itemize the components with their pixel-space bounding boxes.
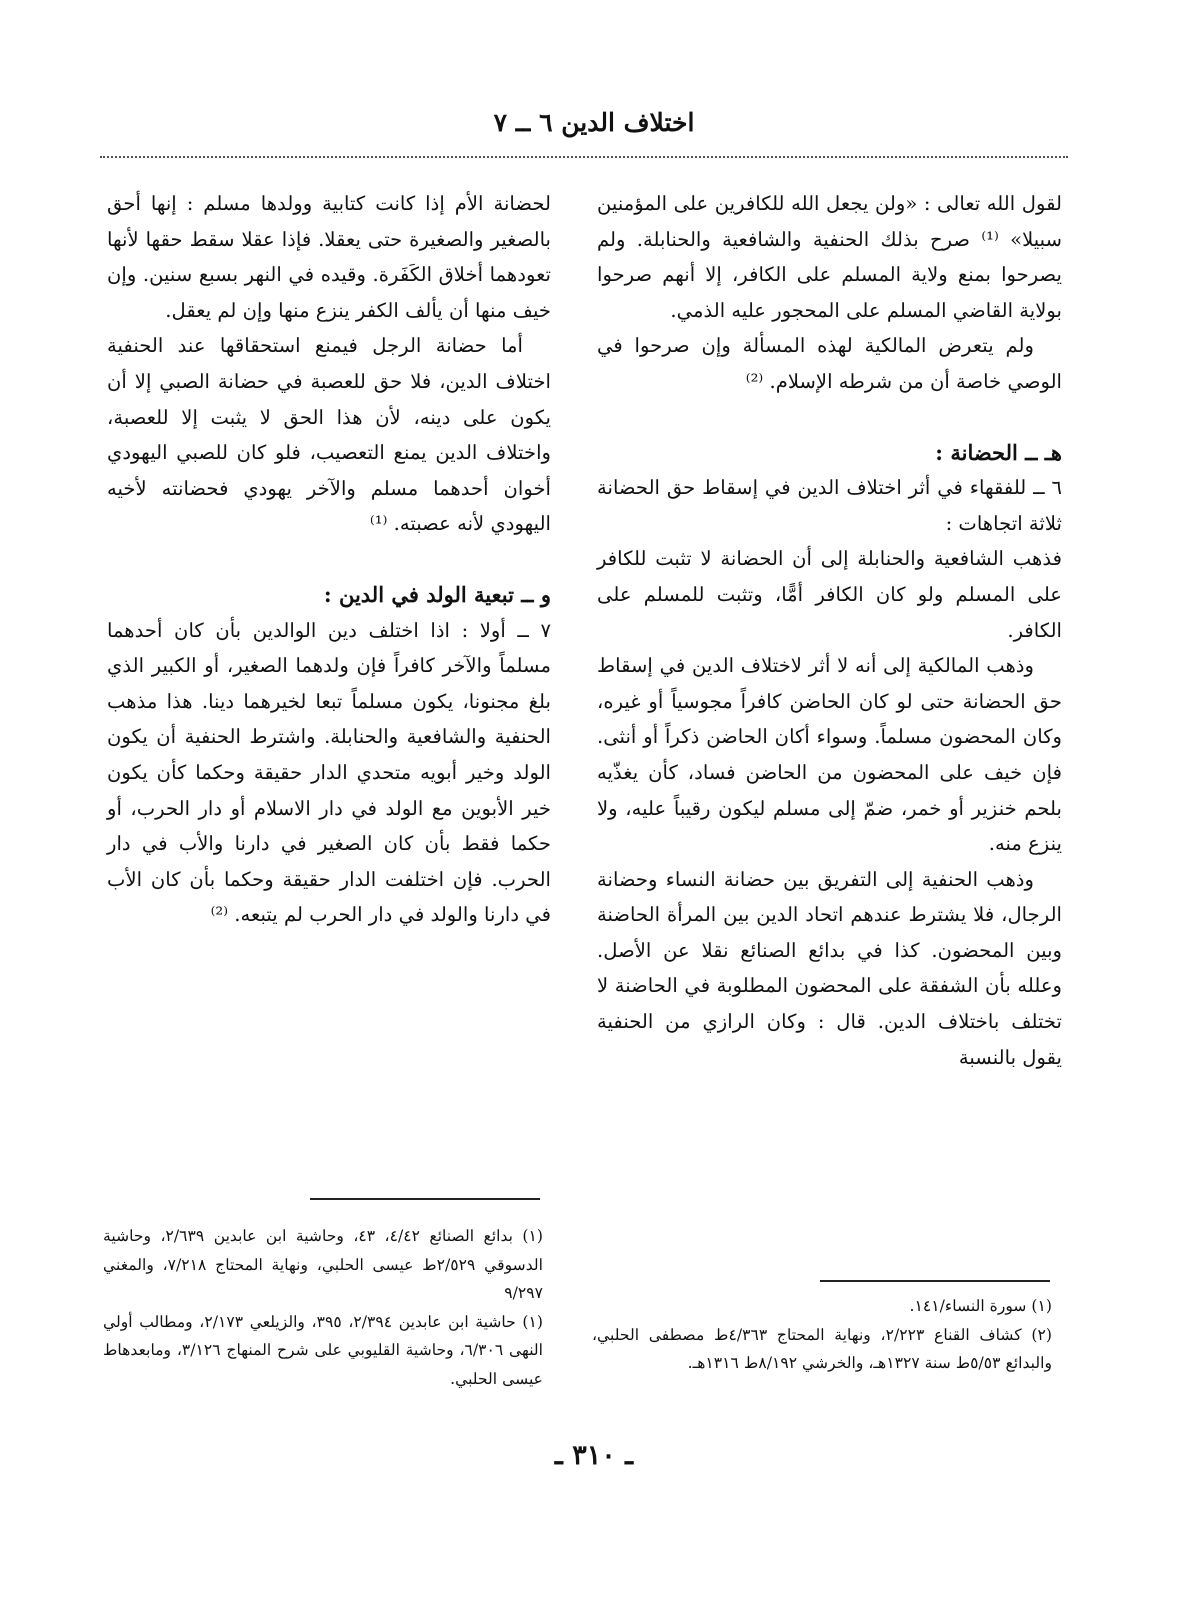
right-column [597,186,1062,1075]
section-gap [107,542,551,577]
left-footnotes [103,1222,543,1393]
paragraph-hanafiya: وذهب الحنفية إلى التفريق بين حضانة النساء وحضانة الرجال، فلا يشترط عندهم اتحاد الدين بين المرأة الحاضنة وبين المحضون. كذا في بدائع الصنائع نقلا عن الأصل. وعلله بأن الشفقة على المحضون المطلوبة في الحاضنة لا تختلف باختلاف الدين. قال : وكان الرازي من الحنفية يقول بالنسبة [597,867,1062,1069]
section-heading-hadana: هـ ــ الحضانة : [935,439,1062,465]
right-footnotes [592,1292,1052,1378]
header-divider [100,156,1068,158]
footnote: (١) سورة النساء/١٤١. [909,1297,1052,1315]
section-heading-tabaiya: و ــ تبعية الولد في الدين : [323,581,551,607]
footnote: (١) حاشية ابن عابدين ٢/٣٩٤، ٣٩٥، والزيلعي ٢/١٧٣، ومطالب أولي النهى ٦/٣٠٦، وحاشية القليوبي على شرح المنهاج ٣/١٢٦، ومابعدهاط عيسى الحلبي. [103,1312,543,1388]
paragraph-mother-custody: لحضانة الأم إذا كانت كتابية وولدها مسلم : إنها أحق بالصغير والصغيرة حتى يعقلا. فإذا عقلا سقط حقها لأنها تعودهما أخلاق الكَفَرة. وقيده في النهر بسبع سنين. وإن خيف منها أن يألف الكفر ينزع منها وإن لم يعقل. [107,192,551,322]
paragraph-shafiiya: فذهب الشافعية والحنابلة إلى أن الحضانة لا تثبت للكافر على المسلم ولو كان الكافر أمًّا، وتثبت للمسلم على الكافر. [597,547,1062,642]
left-footnote-divider [310,1198,540,1200]
section-gap [597,400,1062,435]
paragraph-quran-quote: لقول الله تعالى : «ولن يجعل الله للكافرين على المؤمنين سبيلا» ⁽¹⁾ صرح بذلك الحنفية والشافعية والحنابلة. ولم يصرحوا بمنع ولاية المسلم على الكافر، إلا أنهم صرحوا بولاية القاضي المسلم على المحجور عليه الذمي. [597,192,1062,322]
page-number: ـ ٣١٠ ـ [554,1440,634,1471]
footnote: (٢) كشاف القناع ٢/٢٢٣، ونهاية المحتاج ٤/٣٦٣ط مصطفى الحلبي، والبدائع ٥/٥٣ط سنة ١٣٢٧هـ، والخرشي ٨/١٩٢ط ١٣١٦هـ. [592,1325,1052,1372]
right-footnote-divider [820,1280,1050,1282]
paragraph-male-custody: أما حضانة الرجل فيمنع استحقاقها عند الحنفية اختلاف الدين، فلا حق للعصبة في حضانة الصبي إلا أن يكون على دينه، لأن هذا الحق لا يثبت إلا للعصبة، واختلاف الدين يمنع التعصيب، فلو كان للصبي اليهودي أخوان أحدهما مسلم والآخر يهودي فحضانته لأخيه اليهودي لأنه عصبته. ⁽¹⁾ [107,334,551,536]
running-header: اختلاف الدين ٦ ــ ٧ [493,108,695,137]
paragraph-malikiya: ولم يتعرض المالكية لهذه المسألة وإن صرحوا في الوصي خاصة أن من شرطه الإسلام. ⁽²⁾ [597,334,1062,393]
footnote: (١) بدائع الصنائع ٤/٤٢، ٤٣، وحاشية ابن عابدين ٢/٦٣٩، وحاشية الدسوقي ٢/٥٢٩ط عيسى الحلبي، ونهاية المحتاج ٧/٢١٨، والمغني ٩/٢٩٧ [103,1227,544,1302]
paragraph-item-6: ٦ ــ للفقهاء في أثر اختلاف الدين في إسقاط حق الحضانة ثلاثة اتجاهات : [597,476,1062,535]
paragraph-item-7: ٧ ــ أولا : اذا اختلف دين الوالدين بأن كان أحدهما مسلماً والآخر كافراً فإن ولدهما الصغير، أو الكبير الذي بلغ مجنونا، يكون مسلماً تبعا لخيرهما دينا. هذا مذهب الحنفية والشافعية والحنابلة. واشترط الحنفية أن يكون الولد وخير أبويه متحدي الدار حقيقة وحكما كأن يكون خير الأبوين مع الولد في دار الاسلام أو دار الحرب، أو حكما فقط بأن كان الصغير في دارنا والأب في دار الحرب. فإن اختلفت الدار حقيقة وحكما بأن كان الأب في دارنا والولد في دار الحرب لم يتبعه. ⁽²⁾ [107,618,551,927]
left-column [107,186,551,933]
paragraph-malikiya-hadana: وذهب المالكية إلى أنه لا أثر لاختلاف الدين في إسقاط حق الحضانة حتى لو كان الحاضن كافراً مجوسياً أو غيره، وكان المحضون مسلماً. وسواء أكان الحاضن ذكراً أو أنثى. فإن خيف على المحضون من الحاضن فساد، كأن يغذّيه بلحم خنزير أو خمر، ضمّ إلى مسلم ليكون رقيباً عليه، ولا ينزع منه. [597,654,1062,856]
